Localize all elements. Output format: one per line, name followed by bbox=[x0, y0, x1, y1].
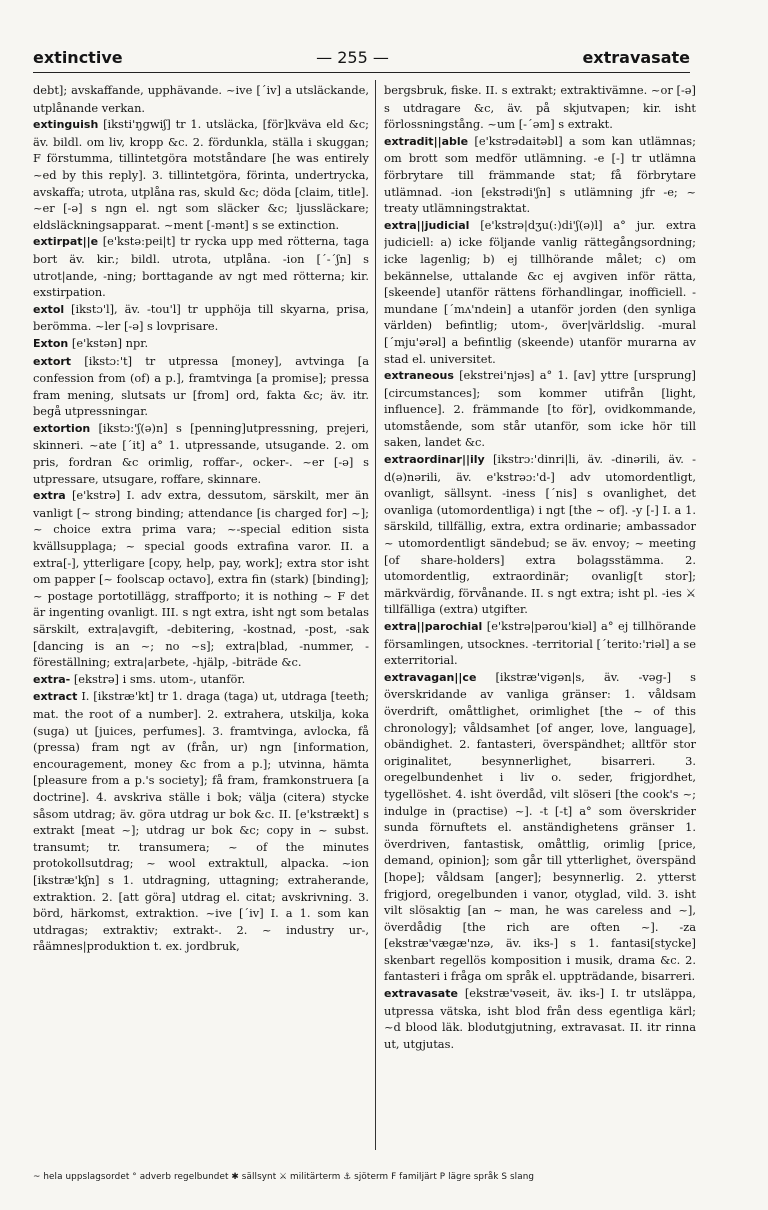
dictionary-entry bbox=[384, 133, 696, 217]
entry-headword: extradit||able bbox=[384, 134, 469, 148]
entry-definition: [ikstɔ'l], äv. -tou'l] tr upphöja till skyarna, prisa, berömma. ~ler [-ə] s lovprisare. bbox=[33, 301, 369, 334]
left-column bbox=[33, 82, 369, 1142]
entry-headword: extra||judicial bbox=[384, 218, 470, 232]
entry-headword: extraneous bbox=[384, 369, 454, 383]
entry-definition: [ikstɔ:'t] tr utpressa [money], avtvinga [a confession from (of) a p.], framtvinga [a promise]; pressa fram mening, slutsats ur [from] ord, fakta &c; äv. itr. begå utpressningar. bbox=[33, 353, 369, 419]
entry-definition: bergsbruk, fiske. II. s extrakt; extraktivämne. ~or [-ə] s utdragare &c, äv. på skjutvapen; kir. isht förlossningstång. ~um [-´əm] s extrakt. bbox=[384, 83, 696, 132]
dictionary-entry bbox=[33, 82, 369, 116]
entry-definition: [e'kstən] npr. bbox=[71, 335, 149, 350]
dictionary-entry bbox=[384, 82, 696, 133]
dictionary-entry bbox=[33, 688, 369, 955]
entry-headword: extortion bbox=[33, 421, 91, 435]
dictionary-entry bbox=[384, 618, 696, 669]
dictionary-entry bbox=[33, 353, 369, 420]
entry-headword: extra- bbox=[33, 672, 71, 686]
entry-definition: [ikstrɔ:'dinri|li, äv. -dinərili, äv. -d(ə)nərili, äv. e'kstrəɔ:'d-] adv utomordentligt, ovanligt, sällsynt. -iness [´nis] s ovanlighet, det ovanliga (utomordentliga) i ngt [the ~ of]. -y [-] I. a 1. särskild, tillfällig, extra, extra ordinarie; ambassador ~ utomordentligt sändebud; se äv. envoy; ~ meeting [of share-holders] extra bolagsstämma. 2. utomordentlig, extraordinär; ovanlig[t stor]; märkvärdig, förvånande. II. s ngt extra; isht pl. -ies ⚔ tillfälliga (extra) utgifter. bbox=[384, 452, 696, 617]
dictionary-entry bbox=[33, 671, 369, 689]
dictionary-entry bbox=[33, 487, 369, 671]
dictionary-entry bbox=[384, 451, 696, 618]
entry-definition: [e'kstrə|dʒu(:)di'ʃ(ə)l] a° jur. extra judiciell: a) icke följande vanlig rättegångsordning; icke lagenlig; b) ej tillhörande målet; c) om bekännelse, uttalande &c ej avgiven inför rätta, [skeende] utanför rättens förhandlingar, inofficiell. -mundane [´mʌ'ndein] a utanför jorden (den synliga världen) befintlig; utom-, över|världslig. -mural [´mju'ərəl] a befintlig (skeende) utanför murarna av stad el. universitet. bbox=[384, 217, 696, 366]
entry-headword: extra||parochial bbox=[384, 620, 483, 633]
left-guide-word: extinctive bbox=[33, 48, 123, 67]
dictionary-entry bbox=[384, 367, 696, 451]
dictionary-entry bbox=[384, 669, 696, 985]
entry-headword: extinguish bbox=[33, 118, 99, 132]
entry-definition: [ekstræ'vəseit, äv. iks-] I. tr utsläppa, utpressa vätska, isht blod från dess egentliga kärl; ~d blood läk. blodutgjutning, extravasat. II. itr rinna ut, utgjutas. bbox=[384, 986, 696, 1051]
dictionary-entry bbox=[384, 985, 696, 1052]
entry-definition: [e'kstrə|pərou'kiəl] a° ej tillhörande församlingen, utsocknes. -territorial [´terito:'riəl] a se exterritorial. bbox=[384, 619, 696, 668]
dictionary-entry bbox=[33, 116, 369, 233]
dictionary-entry bbox=[384, 217, 696, 367]
legend-footer: ~ hela uppslagsordet ° adverb regelbundet ✱ sällsynt ⚔ militärterm ⚓ sjöterm F familjärt P lägre språk S slang bbox=[33, 1172, 535, 1182]
entry-headword: extirpat||e bbox=[33, 235, 99, 249]
entry-headword: extraordinar||ily bbox=[384, 453, 485, 467]
entry-definition: I. [ikstræ'kt] tr 1. draga (taga) ut, utdraga [teeth; mat. the root of a number]. 2. extrahera, utskilja, koka (suga) ut [juices, perfumes]. 3. framtvinga, avlocka, få (pressa) fram ngt av (från, ur) ngn [information, encouragement, money &c from a p.]; utvinna, hämta [pleasure from a p.'s society]; få fram, framkonstruera [a doctrine]. 4. avskriva ställe i bok; välja (citera) stycke såsom utdrag; äv. göra utdrag ur bok &c. II. [e'kstrækt] s extrakt [meat ~]; utdrag ur bok &c; copy in ~ subst. transumt; tr. transumera; ~ of the minutes protokollsutdrag; ~ wool extraktull, alpacka. ~ion [ikstræ'kʃn] s 1. utdragning, uttagning; extraherande, extraktion. 2. [att göra] utdrag el. citat; avskrivning. 3. börd, härkomst, extraktion. ~ive [´iv] I. a 1. som kan utdragas; extraktiv; extrakt-. 2. ~ industry ur-, råämnes|produktion t. ex. jordbruk, bbox=[33, 689, 369, 954]
entry-definition: [ikstɔ:'ʃ(ə)n] s [penning]utpressning, prejeri, skinneri. ~ate [´it] a° 1. utpressande, utsugande. 2. om pris, fordran &c orimlig, roffar-, ocker-. ~er [-ə] s utpressare, utsugare, roffare, skinnare. bbox=[33, 420, 369, 486]
entry-definition: [e'kstrə] I. adv extra, dessutom, särskilt, mer än vanligt [~ strong binding; attendance [is charged for] ~]; ~ choice extra prima vara; ~-special edition sista kvällsupplaga; ~ special goods extrafina varor. II. a extra[-], ytterligare [copy, help, pay, work]; extra stor isht om papper [~ foolscap octavo], extra fin (stark) [binding]; ~ postage portotillägg, straffporto; it is nothing ~ F det är ingenting ovanligt. III. s ngt extra, isht ngt som betalas särskilt, extra|avgift, -debitering, -kostnad, -post, -sak [dancing is an ~; no ~s]; extra|blad, -nummer, -föreställning; extra|arbete, -hjälp, -biträde &c. bbox=[33, 488, 369, 670]
entry-headword: extract bbox=[33, 690, 78, 704]
entry-definition: [e'kstrədaitəbl] a som kan utlämnas; om brott som medför utlämning. -e [-] tr utlämna förbrytare till främmande stat; få förbrytare utlämnad. -ion [ekstrədi'ʃn] s utlämning jfr -e; ~ treaty utlämningstraktat. bbox=[384, 133, 696, 216]
right-guide-word: extravasate bbox=[582, 48, 690, 67]
dictionary-entry bbox=[33, 335, 369, 353]
header-rule bbox=[33, 72, 690, 73]
entry-headword: Exton bbox=[33, 336, 69, 350]
entry-headword: extol bbox=[33, 302, 65, 316]
column-divider bbox=[375, 80, 376, 1150]
entry-definition: [iksti'ŋgwiʃ] tr 1. utsläcka, [för]kväva eld &c; äv. bildl. om liv, kropp &c. 2. fördunkla, ställa i skuggan; F förstumma, tillintetgöra motståndare [he was entirely ~ed by this reply]. 3. tillintetgöra, förinta, undertrycka, avskaffa; utrota, utplåna ras, skuld &c; döda [claim, title]. ~er [-ə] s ngn el. ngt som släcker &c; ljussläckare; eldsläckningsapparat. ~ment [-mənt] s se extinction. bbox=[33, 117, 369, 232]
dictionary-entry bbox=[33, 233, 369, 300]
right-column bbox=[384, 82, 696, 1142]
entry-definition: [ekstrə] i sms. utom-, utanför. bbox=[73, 671, 246, 686]
entry-headword: extort bbox=[33, 354, 72, 368]
entry-headword: extra bbox=[33, 489, 66, 503]
entry-definition: [ekstrei'njəs] a° 1. [av] yttre [ursprung] [circumstances]; som kommer utifrån [light, influence]. 2. främmande [to för], ovidkommande, utomstående, som står utanför, som icke hör till saken, landet &c. bbox=[384, 368, 696, 450]
entry-definition: [ikstræ'vigən|s, äv. -vəg-] s överskridande av vanliga gränser: 1. våldsam överdrift, omåttlighet, orimlighet [the ~ of this chronology]; våldsamhet [of anger, love, language], obändighet. 2. fantasteri, överspändhet; alltför stor originalitet, besynnerlighet, bisarreri. 3. oregelbundenhet i liv o. seder, frigjordhet, tygellöshet. 4. isht överdåd, vilt slöseri [the cook's ~; indulge in (practise) ~]. -t [-t] a° som överskrider sunda förnuftets el. anständighetens gränser 1. överdriven, fantastisk, omåttlig, orimlig [price, demand, opinion]; som går till ytterlighet, överspänd [hope]; våldsam [anger]; besynnerlig. 2. ytterst frigjord, oregelbunden i vanor, otyglad, vild. 3. isht vilt slösaktig [an ~ man, he was careless and ~], överdådig [the rich are often ~]. -za [ekstræ'vægæ'nzə, äv. iks-] s 1. fantasi[stycke] skenbart regellös komposition i musik, drama &c. 2. fantasteri i fråga om språk el. uppträdande, bisarreri. bbox=[384, 669, 696, 984]
entry-headword: extravagan||ce bbox=[384, 670, 477, 684]
page-number: — 255 — bbox=[316, 48, 389, 67]
entry-definition: debt]; avskaffande, upphävande. ~ive [´iv] a utsläckande, utplånande verkan. bbox=[33, 83, 369, 115]
dictionary-entry bbox=[33, 420, 369, 487]
entry-definition: [e'kstə:pei|t] tr rycka upp med rötterna, taga bort äv. kir.; bildl. utrota, utplåna. -ion [´-´ʃn] s utrot|ande, -ning; borttagande av ngt med rötterna; kir. exstirpation. bbox=[33, 234, 369, 300]
entry-headword: extravasate bbox=[384, 987, 458, 1001]
dictionary-entry bbox=[33, 301, 369, 335]
